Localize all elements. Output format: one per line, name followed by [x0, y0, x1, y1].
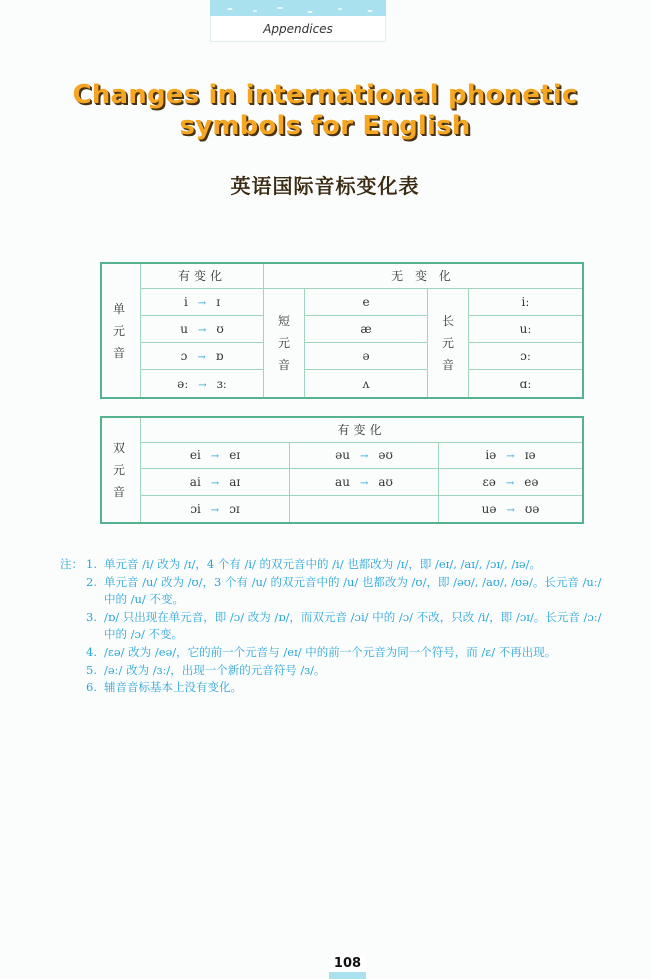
title-line-2: symbols for English [179, 111, 471, 141]
label-char: 双 [112, 441, 129, 455]
short-vowel-cell: e [305, 288, 428, 315]
arrow-icon: → [197, 297, 207, 309]
short-vowel-cell: ʌ [305, 370, 428, 398]
symbol-from: ɛə [482, 475, 496, 490]
symbol-from: ei [189, 448, 201, 463]
page-title-english [0, 80, 650, 142]
notes-section [50, 556, 610, 697]
short-vowel-label [264, 288, 305, 398]
changed-header: 有变化 [141, 263, 264, 288]
diphthong-cell [439, 469, 584, 496]
notes-prefix: 注： [60, 557, 83, 571]
label-char: 音 [112, 345, 129, 360]
short-vowel-cell: ə [305, 343, 428, 370]
diphthong-cell [290, 469, 439, 496]
label-char: 短 [277, 313, 290, 328]
arrow-icon: → [359, 478, 369, 490]
title-line-1: Changes in international phonetic [72, 80, 578, 110]
symbol-to: ʊə [524, 501, 540, 516]
long-vowel-cell: uː [469, 315, 584, 342]
arrow-icon: → [506, 504, 515, 516]
symbol-to: aɪ [229, 475, 241, 490]
note-number: 1. [86, 557, 97, 571]
label-char: 元 [112, 463, 129, 477]
note-text: 辅音音标基本上没有变化。 [104, 680, 242, 695]
symbol-to: əʊ [378, 448, 393, 463]
label-char: 单 [112, 301, 129, 316]
symbol-to: ɪ [216, 294, 221, 309]
note-item [50, 574, 610, 609]
symbol-from: au [335, 475, 350, 490]
diphthong-label [101, 417, 141, 523]
changed-cell [141, 370, 264, 398]
diphthong-table [100, 416, 584, 524]
monophthong-table [100, 262, 584, 399]
arrow-icon: → [197, 352, 206, 364]
diphthong-cell-empty [290, 495, 439, 523]
long-vowel-cell: ɔː [469, 343, 584, 370]
changed-cell [141, 315, 264, 342]
monophthong-label [101, 263, 141, 398]
symbol-to: ɜː [216, 376, 227, 391]
diphthong-cell [141, 495, 290, 523]
note-number: 5. [86, 662, 97, 677]
note-number: 3. [86, 609, 97, 624]
symbol-to: ɔɪ [229, 501, 240, 516]
diphthong-cell [141, 442, 290, 469]
symbol-from: u [180, 321, 188, 336]
note-indent [50, 662, 86, 680]
symbol-from: ai [189, 475, 201, 490]
diphthong-header: 有变化 [141, 417, 584, 442]
note-text: /əː/ 改为 /ɜː/，出现一个新的元音符号 /ɜ/。 [104, 662, 326, 677]
page-number-box [329, 955, 366, 979]
symbol-from: ɔi [190, 501, 201, 516]
note-item [50, 556, 610, 574]
note-item [50, 644, 610, 662]
note-number: 6. [86, 680, 97, 695]
symbol-to: ɒ [215, 349, 224, 364]
note-item [50, 662, 610, 680]
symbol-from: ɔ [180, 349, 188, 364]
symbol-from: iə [485, 448, 497, 463]
page-title-chinese: 英语国际音标变化表 [230, 174, 420, 198]
symbol-from: əː [177, 376, 189, 391]
arrow-icon: → [210, 451, 220, 463]
long-vowel-cell: ɑː [469, 370, 584, 398]
label-char: 元 [277, 335, 290, 350]
long-vowel-label [428, 288, 469, 398]
page-number-bar [329, 972, 366, 979]
section-header [210, 16, 386, 42]
note-indent [50, 644, 86, 662]
label-char: 长 [441, 313, 454, 328]
note-text: /ɛə/ 改为 /eə/，它的前一个元音与 /eɪ/ 中的前一个元音为同一个符号，而 /ɛ/ 不再出现。 [104, 644, 557, 659]
symbol-from: əu [335, 448, 350, 463]
note-number: 2. [86, 574, 97, 589]
note-number: 4. [86, 644, 97, 659]
arrow-icon: → [359, 451, 369, 463]
label-char: 元 [441, 335, 454, 350]
diphthong-cell [439, 495, 584, 523]
symbol-from: uə [481, 501, 497, 516]
note-item [50, 609, 610, 644]
arrow-icon: → [210, 504, 220, 516]
symbol-to: ʊ [216, 321, 224, 336]
unchanged-header: 无 变 化 [264, 263, 584, 288]
arrow-icon: → [505, 478, 515, 490]
note-item [50, 679, 610, 697]
page-number: 108 [329, 955, 366, 972]
symbol-from: i [183, 294, 188, 309]
note-indent [50, 574, 86, 609]
label-char: 音 [277, 357, 290, 372]
note-text: /ɒ/ 只出现在单元音，即 /ɔ/ 改为 /ɒ/，而双元音 /ɔi/ 中的 /ɔ/ 不改，只改 /i/，即 /ɔɪ/。长元音 /ɔː/ 中的 /ɔ/ 不变。 [104, 609, 602, 642]
header-banner [210, 0, 386, 16]
long-vowel-cell: iː [469, 288, 584, 315]
note-text: 单元音 /i/ 改为 /ɪ/，4 个有 /i/ 的双元音中的 /i/ 也都改为 /ɪ/，即 /eɪ/, /aɪ/, /ɔɪ/, /ɪə/。 [104, 557, 542, 571]
label-char: 音 [112, 485, 129, 499]
arrow-icon: → [506, 451, 515, 463]
note-text: 单元音 /u/ 改为 /ʊ/，3 个有 /u/ 的双元音中的 /u/ 也都改为 /ʊ/，即 /əʊ/, /aʊ/, /ʊə/。长元音 /uː/ 中的 /u/ 不变。 [104, 574, 602, 607]
arrow-icon: → [198, 379, 207, 391]
changed-cell [141, 343, 264, 370]
label-char: 音 [441, 357, 454, 372]
symbol-to: eɪ [229, 448, 241, 463]
changed-cell [141, 288, 264, 315]
note-indent [50, 609, 86, 644]
symbol-to: ɪə [524, 448, 536, 463]
diphthong-cell [290, 442, 439, 469]
diphthong-cell [439, 442, 584, 469]
label-char: 元 [112, 323, 129, 338]
diphthong-cell [141, 469, 290, 496]
note-indent [50, 679, 86, 697]
section-label: Appendices [263, 22, 333, 36]
short-vowel-cell: æ [305, 315, 428, 342]
arrow-icon: → [210, 478, 220, 490]
arrow-icon: → [197, 324, 207, 336]
symbol-to: aʊ [378, 475, 393, 490]
symbol-to: eə [524, 475, 539, 490]
